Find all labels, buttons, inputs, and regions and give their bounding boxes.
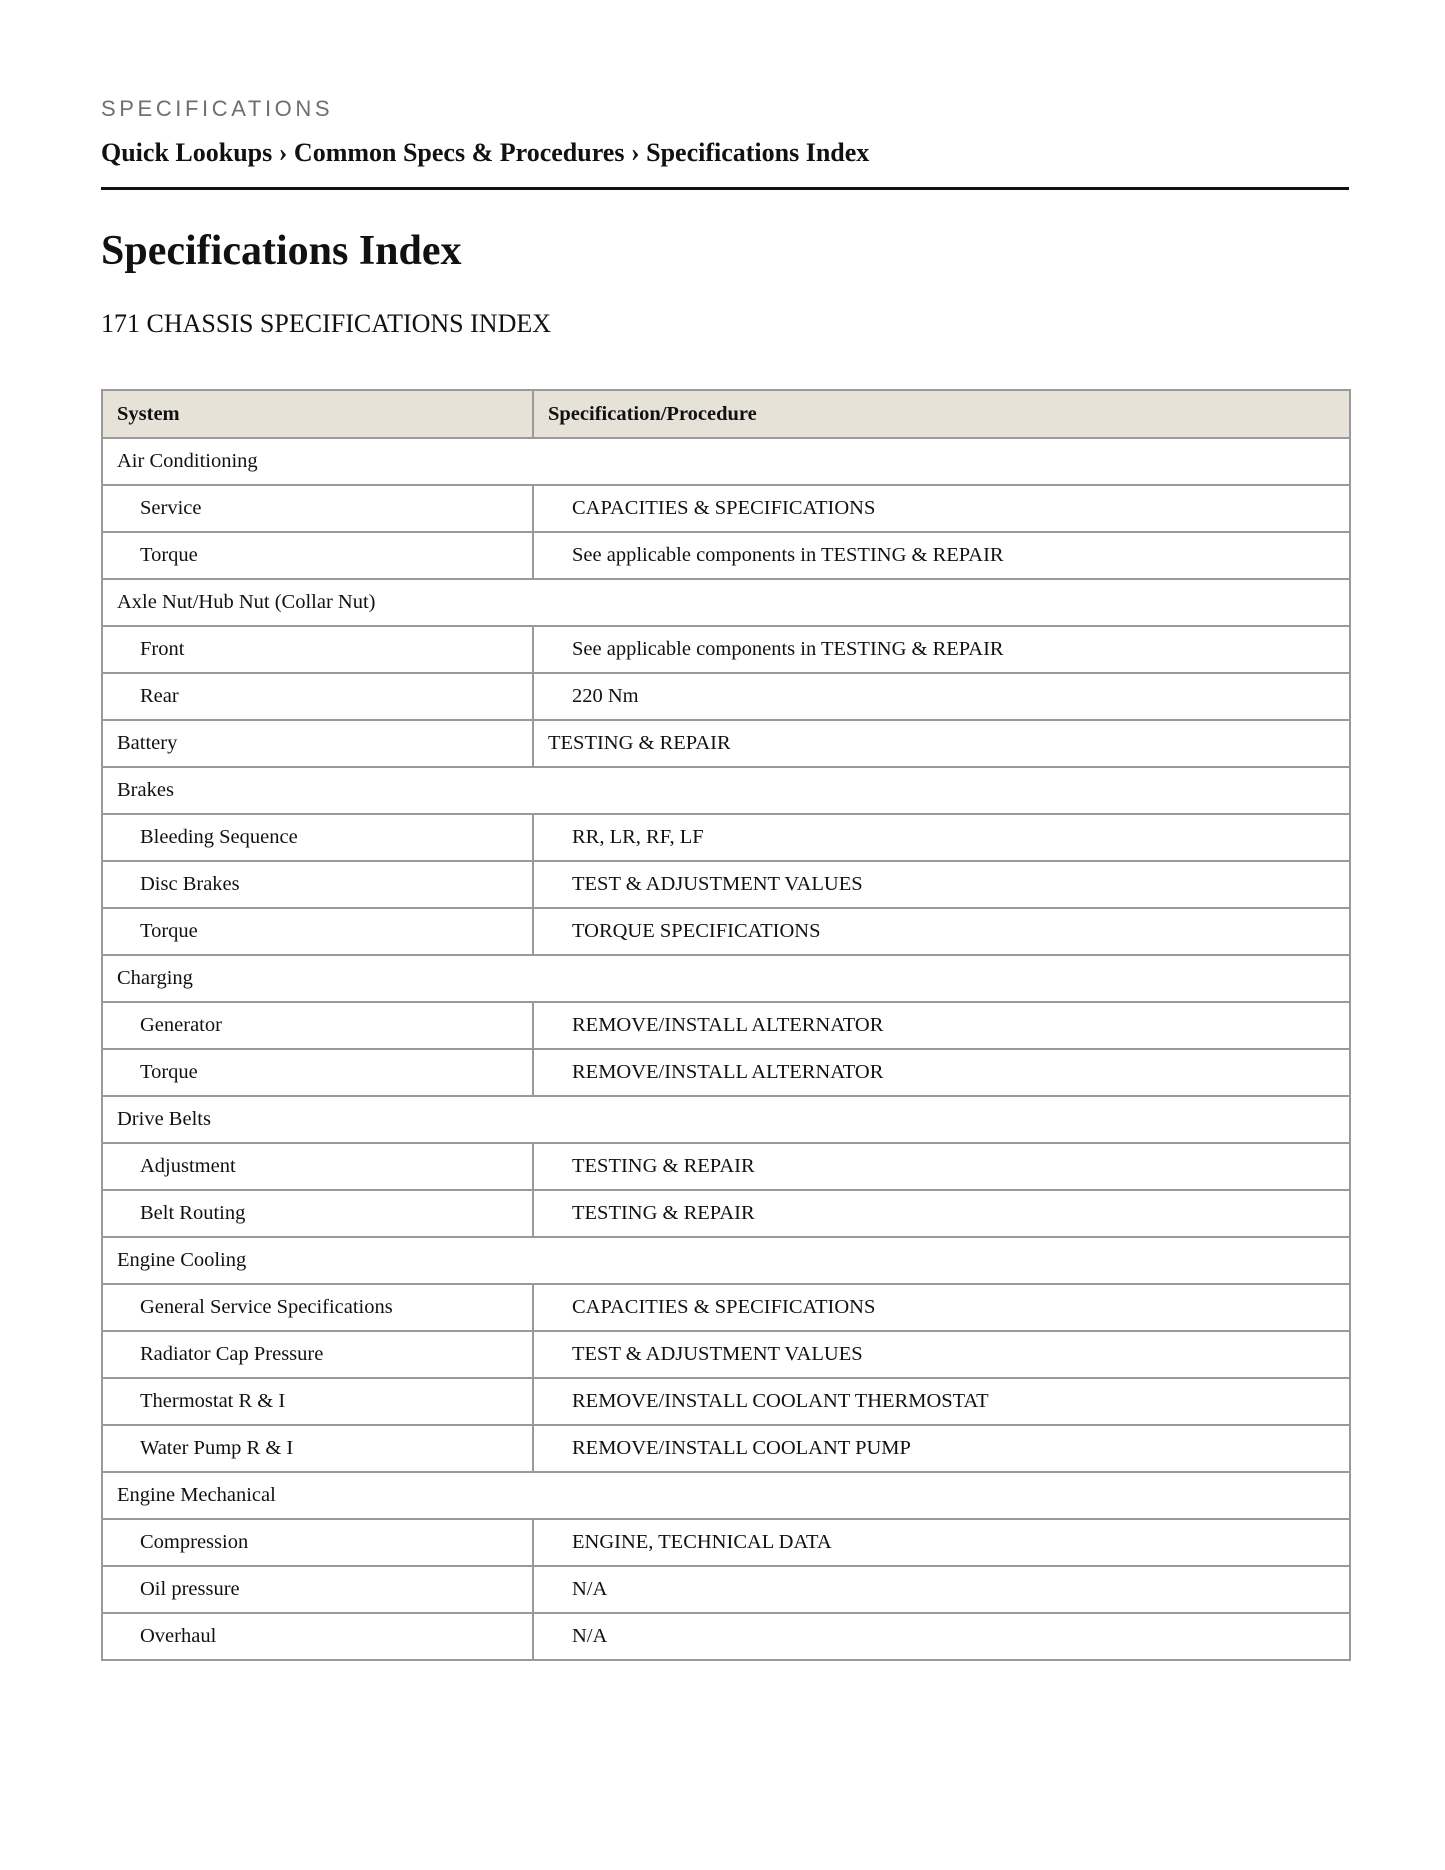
specification-cell: ENGINE, TECHNICAL DATA <box>533 1519 1350 1566</box>
group-label: Air Conditioning <box>102 438 1350 485</box>
system-cell: Water Pump R & I <box>102 1425 533 1472</box>
breadcrumb-separator: › <box>278 138 288 167</box>
specification-cell: REMOVE/INSTALL ALTERNATOR <box>533 1002 1350 1049</box>
table-row <box>102 1425 1350 1472</box>
system-cell: Overhaul <box>102 1613 533 1660</box>
specification-cell: CAPACITIES & SPECIFICATIONS <box>533 485 1350 532</box>
system-cell: Thermostat R & I <box>102 1378 533 1425</box>
table-row <box>102 1190 1350 1237</box>
table-row <box>102 1566 1350 1613</box>
group-label: Brakes <box>102 767 1350 814</box>
system-cell: Compression <box>102 1519 533 1566</box>
group-label: Engine Mechanical <box>102 1472 1350 1519</box>
table-row <box>102 720 1350 767</box>
system-cell: Battery <box>102 720 533 767</box>
table-group-row <box>102 955 1350 1002</box>
table-group-row <box>102 767 1350 814</box>
specifications-table <box>101 389 1351 1661</box>
table-row <box>102 1049 1350 1096</box>
table-row <box>102 673 1350 720</box>
breadcrumb-item-current: Specifications Index <box>646 138 870 167</box>
table-row <box>102 1002 1350 1049</box>
specification-cell: REMOVE/INSTALL COOLANT THERMOSTAT <box>533 1378 1350 1425</box>
breadcrumb-separator: › <box>630 138 640 167</box>
table-row <box>102 1613 1350 1660</box>
column-header-system: System <box>102 390 533 438</box>
system-cell: Oil pressure <box>102 1566 533 1613</box>
table-row <box>102 1284 1350 1331</box>
table-row <box>102 626 1350 673</box>
system-cell: Bleeding Sequence <box>102 814 533 861</box>
table-row <box>102 908 1350 955</box>
system-cell: Adjustment <box>102 1143 533 1190</box>
system-cell: Front <box>102 626 533 673</box>
section-label: SPECIFICATIONS <box>101 96 334 121</box>
breadcrumb-item-common-specs[interactable]: Common Specs & Procedures <box>293 138 625 167</box>
group-label: Engine Cooling <box>102 1237 1350 1284</box>
table-group-row <box>102 1096 1350 1143</box>
table-row <box>102 1331 1350 1378</box>
breadcrumb-item-quick-lookups[interactable]: Quick Lookups <box>101 138 273 167</box>
table-header-row <box>102 390 1350 438</box>
system-cell: Radiator Cap Pressure <box>102 1331 533 1378</box>
specification-cell: N/A <box>533 1613 1350 1660</box>
group-label: Axle Nut/Hub Nut (Collar Nut) <box>102 579 1350 626</box>
table-row <box>102 1378 1350 1425</box>
table-body <box>102 438 1350 1660</box>
table-group-row <box>102 1472 1350 1519</box>
specification-cell: CAPACITIES & SPECIFICATIONS <box>533 1284 1350 1331</box>
specification-cell: N/A <box>533 1566 1350 1613</box>
specification-cell: TESTING & REPAIR <box>533 720 1350 767</box>
specification-cell: RR, LR, RF, LF <box>533 814 1350 861</box>
table-row <box>102 814 1350 861</box>
table-row <box>102 532 1350 579</box>
system-cell: Belt Routing <box>102 1190 533 1237</box>
table-row <box>102 1519 1350 1566</box>
specification-cell: TORQUE SPECIFICATIONS <box>533 908 1350 955</box>
table-group-row <box>102 579 1350 626</box>
system-cell: Torque <box>102 532 533 579</box>
system-cell: Generator <box>102 1002 533 1049</box>
system-cell: General Service Specifications <box>102 1284 533 1331</box>
specification-cell: 220 Nm <box>533 673 1350 720</box>
table-group-row <box>102 1237 1350 1284</box>
column-header-specification: Specification/Procedure <box>533 390 1350 438</box>
system-cell: Torque <box>102 1049 533 1096</box>
specification-cell: TESTING & REPAIR <box>533 1190 1350 1237</box>
specification-cell: See applicable components in TESTING & REPAIR <box>533 626 1350 673</box>
group-label: Drive Belts <box>102 1096 1350 1143</box>
system-cell: Service <box>102 485 533 532</box>
table-row <box>102 485 1350 532</box>
table-row <box>102 861 1350 908</box>
header-divider <box>101 187 1349 190</box>
breadcrumb <box>101 138 869 168</box>
specification-cell: REMOVE/INSTALL COOLANT PUMP <box>533 1425 1350 1472</box>
system-cell: Torque <box>102 908 533 955</box>
specification-cell: TESTING & REPAIR <box>533 1143 1350 1190</box>
specification-cell: TEST & ADJUSTMENT VALUES <box>533 861 1350 908</box>
system-cell: Rear <box>102 673 533 720</box>
table-group-row <box>102 438 1350 485</box>
table-row <box>102 1143 1350 1190</box>
group-label: Charging <box>102 955 1350 1002</box>
document-subtitle: 171 CHASSIS SPECIFICATIONS INDEX <box>101 309 552 338</box>
specification-cell: See applicable components in TESTING & REPAIR <box>533 532 1350 579</box>
specification-cell: TEST & ADJUSTMENT VALUES <box>533 1331 1350 1378</box>
system-cell: Disc Brakes <box>102 861 533 908</box>
page-title: Specifications Index <box>101 228 462 274</box>
specification-cell: REMOVE/INSTALL ALTERNATOR <box>533 1049 1350 1096</box>
